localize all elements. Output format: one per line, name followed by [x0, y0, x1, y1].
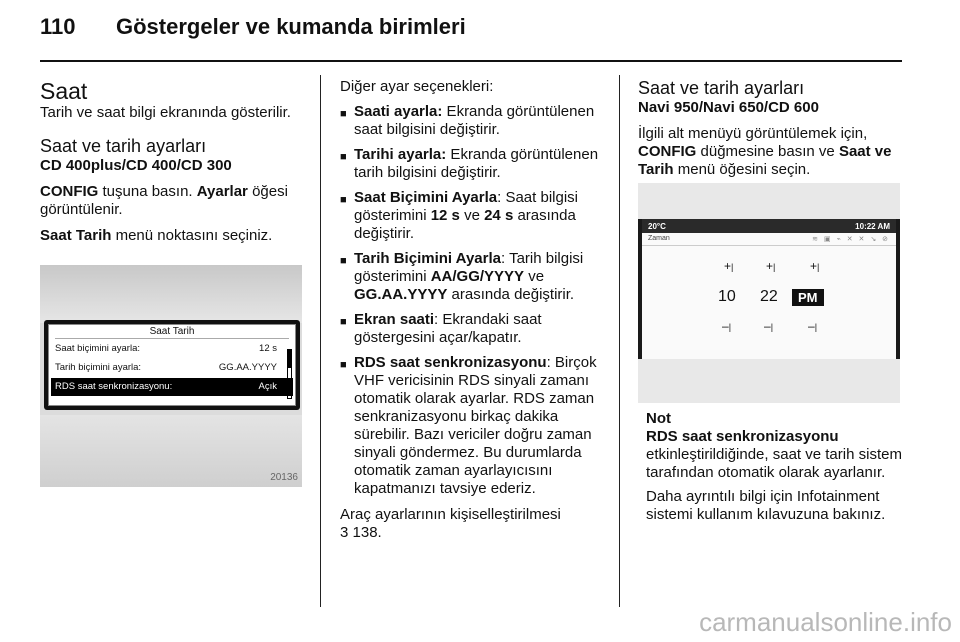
list-item	[340, 311, 604, 347]
column-divider-1	[320, 75, 321, 607]
column-1	[40, 78, 306, 245]
text: öğesi görüntülenir.	[40, 183, 288, 218]
ampm-value: PM	[792, 289, 824, 306]
text: tuşuna basın.	[98, 183, 197, 200]
bullet: ■	[340, 255, 347, 267]
column-3	[638, 78, 904, 179]
bullet: ■	[340, 316, 347, 328]
bullet: ■	[340, 151, 347, 163]
status-bar	[642, 219, 896, 233]
menu-row-selected	[51, 378, 293, 396]
note-box	[646, 410, 904, 524]
ampm-minus-icon: –|	[808, 319, 818, 333]
hour-plus-icon: +|	[724, 259, 734, 273]
subsection-title: Saat ve tarih ayarları	[638, 78, 805, 98]
chapter-title: Göstergeler ve kumanda birimleri	[116, 14, 466, 39]
image-id: 20136	[270, 472, 298, 483]
arrow-icon: 3	[340, 524, 349, 541]
text: düğmesine basın ve	[696, 143, 839, 160]
bold-term: GG.AA.YYYY	[354, 286, 448, 303]
menu-row-label: Tarih biçimini ayarla:	[55, 362, 142, 373]
bold-term: Saat Tarih	[40, 227, 112, 244]
bold-term: Tarihi ayarla:	[354, 146, 447, 163]
text: Araç ayarlarının kişiselleştirilmesi	[340, 506, 561, 523]
menu-row	[51, 340, 293, 358]
temperature: 20°C	[648, 221, 666, 231]
paragraph	[40, 227, 306, 245]
ampm-plus-icon: +|	[810, 259, 820, 273]
text: ve	[524, 268, 545, 285]
display-screen	[44, 320, 300, 410]
scrollbar	[287, 349, 292, 399]
bold-term: Saat ve Tarih	[638, 143, 892, 178]
bold-term: CONFIG	[40, 183, 99, 200]
section-intro: Tarih ve saat bilgi ekranında gösterilir.	[40, 104, 291, 121]
bullet: ■	[340, 359, 347, 371]
text: İlgili alt menüyü görüntülemek için,	[638, 125, 868, 142]
note-title: RDS saat senkronizasyonu	[646, 428, 839, 445]
page-number: 110	[40, 14, 76, 39]
model-label: CD 400plus/CD 400/CD 300	[40, 157, 232, 174]
menu-row-value: GG.AA.YYYY	[218, 362, 277, 373]
list-item	[340, 146, 604, 182]
display-inner	[48, 324, 296, 406]
bold-term: RDS saat senkronizasyonu	[354, 354, 547, 371]
menu-row-value: Açık	[258, 381, 277, 392]
model-label: Navi 950/Navi 650/CD 600	[638, 99, 819, 116]
screen-title: Saat Tarih	[55, 325, 289, 339]
display-frame	[638, 219, 900, 359]
bold-term: AA/GG/YYYY	[430, 268, 525, 285]
screen-photo-2	[638, 183, 900, 403]
status-icons: ≋ ▣ ⌁ ✕ ✕ ↘ ⊘	[812, 236, 890, 243]
minute-value: 22	[760, 288, 778, 305]
display-screen	[642, 219, 896, 359]
watermark: carmanualsonline.info	[699, 607, 952, 637]
text: menü öğesini seçin.	[673, 161, 811, 178]
note-label: Not	[646, 410, 671, 427]
menu-row-value: 12 s	[259, 343, 277, 354]
menu-row	[51, 359, 293, 377]
dashboard-top	[40, 265, 302, 323]
list-item	[340, 189, 604, 243]
hour-value: 10	[718, 288, 736, 305]
list-item	[340, 250, 604, 304]
cross-reference	[340, 506, 604, 542]
text: arasında değiştirir.	[447, 286, 575, 303]
bold-term: Tarih Biçimini Ayarla	[354, 250, 501, 267]
page-header	[40, 14, 466, 46]
note-text: etkinleştirildiğinde, saat ve tarih sistem tarafından otomatik olarak ayarlanır.	[646, 446, 902, 481]
text: arasında değiştirir.	[354, 207, 576, 242]
text: : Ekrandaki saat göstergesini açar/kapatır.	[354, 311, 542, 346]
minute-plus-icon: +|	[766, 259, 776, 273]
bullet: ■	[340, 108, 347, 120]
minute-minus-icon: –|	[764, 319, 774, 333]
menu-row-label: Saat biçimini ayarla:	[55, 343, 141, 354]
text: ve	[459, 207, 485, 224]
menu-title: Zaman	[648, 235, 670, 242]
list-item	[340, 103, 604, 139]
subsection-title: Saat ve tarih ayarları	[40, 136, 207, 156]
paragraph	[638, 125, 904, 179]
clock: 10:22 AM	[855, 221, 890, 231]
scroll-thumb	[288, 350, 291, 368]
header-divider	[40, 60, 902, 62]
list-item	[340, 354, 604, 498]
note-text: Daha ayrıntılı bilgi için Infotainment sistemi kullanım kılavuzuna bakınız.	[646, 488, 886, 523]
page-ref: 138.	[348, 524, 382, 541]
menu-row-label: RDS saat senkronizasyonu:	[55, 381, 173, 392]
paragraph	[40, 183, 306, 219]
section-title: Saat	[40, 78, 88, 104]
bold-term: Ayarlar	[196, 183, 248, 200]
hour-minus-icon: –|	[722, 319, 732, 333]
bold-term: Ekran saati	[354, 311, 435, 328]
text: menü noktasını seçiniz.	[111, 227, 273, 244]
screen-photo-1	[40, 265, 302, 487]
bold-term: CONFIG	[638, 143, 697, 160]
bold-term: Saati ayarla:	[354, 103, 443, 120]
column-divider-2	[619, 75, 620, 607]
column-2	[340, 78, 604, 542]
text: Ekranda görüntülenen tarih bilgisini değiştirir.	[354, 146, 599, 181]
bold-term: Saat Biçimini Ayarla	[354, 189, 498, 206]
text: Ekranda görüntülenen saat bilgisini değiştirir.	[354, 103, 595, 138]
bold-term: 24 s	[484, 207, 514, 224]
text: : Saat bilgisi gösterimini	[354, 189, 578, 224]
dashboard-bottom	[40, 415, 302, 487]
bullet: ■	[340, 194, 347, 206]
text: : Tarih bilgisi gösterimini	[354, 250, 584, 285]
bold-term: 12 s	[430, 207, 460, 224]
menu-bar	[642, 233, 896, 246]
text: : Birçok VHF vericisinin RDS sinyali zamanı otomatik olarak ayarlar. RDS zaman senkranizasyonu birkaç dakika sürebilir. Bazı vericiler doğru zaman sinyali göndermez. Bu durumlarda otomatik zaman ayarlayıcısını kapatmanızı tavsiye ederiz.	[354, 354, 597, 497]
options-intro: Diğer ayar seçenekleri:	[340, 78, 494, 95]
